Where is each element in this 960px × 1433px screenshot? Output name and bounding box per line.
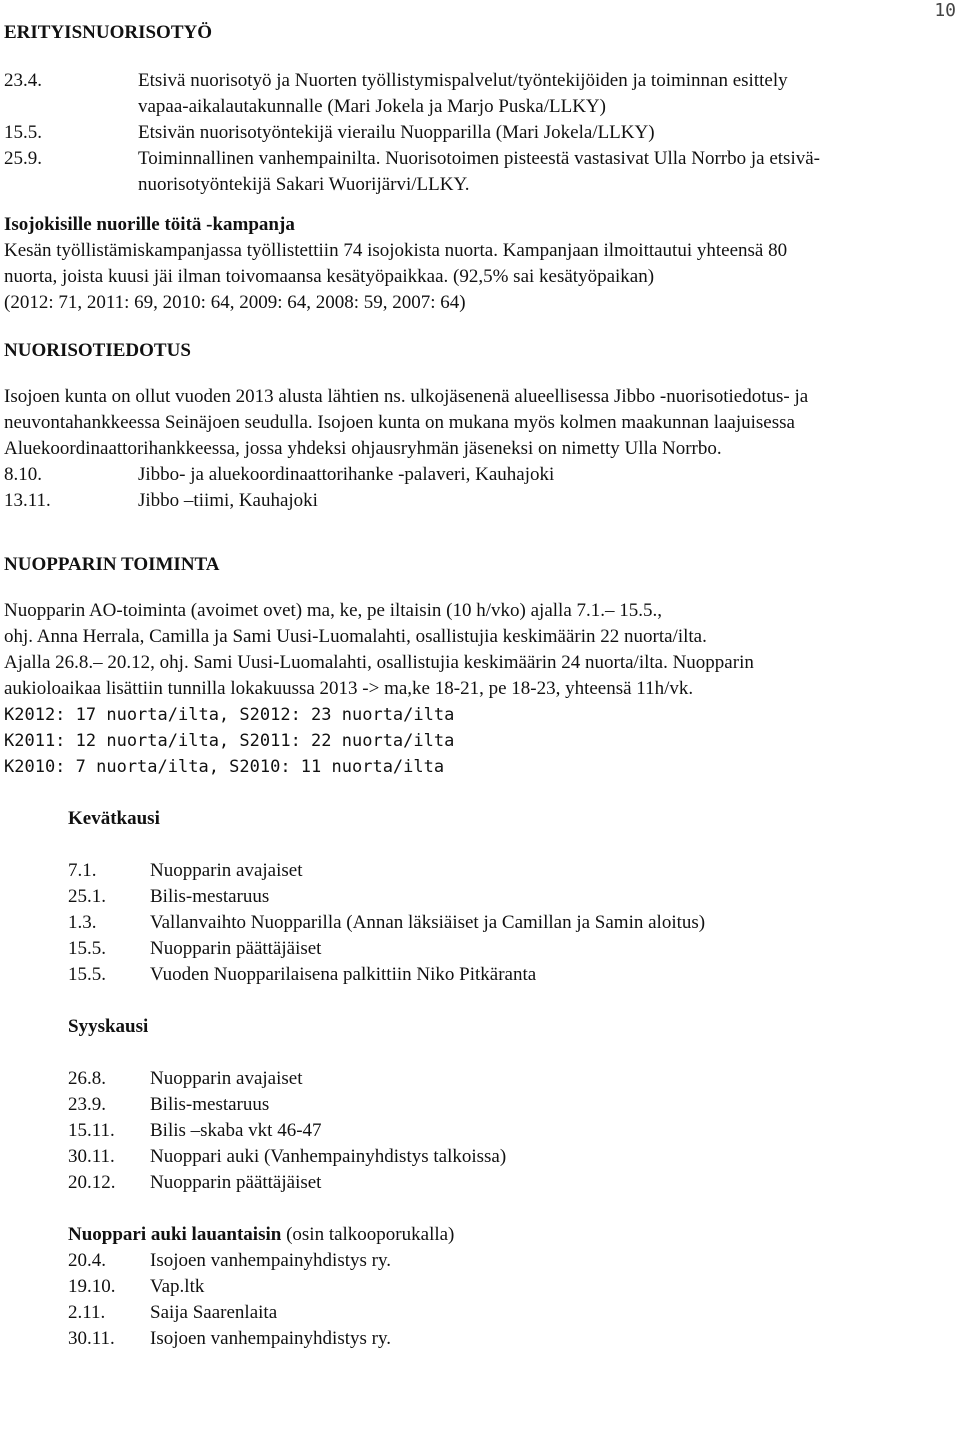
event-text: Nuopparin avajaiset [150, 860, 303, 881]
list-item [68, 1170, 954, 1196]
subsection-heading-lauantaisin [68, 1222, 954, 1248]
list-item [68, 858, 954, 884]
event-date: 23.4. [4, 70, 42, 91]
event-date: 20.12. [68, 1172, 116, 1193]
event-text: Bilis –skaba vkt 46-47 [150, 1120, 322, 1141]
event-date: 15.5. [68, 938, 106, 959]
list-item [68, 1092, 954, 1118]
event-date: 30.11. [68, 1146, 115, 1167]
list-item [68, 1274, 954, 1300]
paragraph-line: neuvontahankkeessa Seinäjoen seudulla. Isojoen kunta on mukana myös kolmen maakunnan laajuisessa [4, 412, 795, 433]
page-number: 10 [934, 0, 956, 21]
event-text: Nuopparin päättäjäiset [150, 938, 322, 959]
event-date: 25.9. [4, 148, 42, 169]
event-text: Jibbo- ja aluekoordinaattorihanke -palaveri, Kauhajoki [138, 464, 555, 485]
event-date: 25.1. [68, 886, 106, 907]
event-date: 20.4. [68, 1250, 106, 1271]
section-heading-nuorisotiedotus: NUORISOTIEDOTUS [4, 340, 191, 361]
stats-line: K2012: 17 nuorta/ilta, S2012: 23 nuorta/ilta [4, 705, 455, 725]
list-item [4, 146, 954, 172]
event-text: Vuoden Nuopparilaisena palkittiin Niko Pitkäranta [150, 964, 537, 985]
subsection-heading-kevatkausi: Kevätkausi [68, 808, 160, 829]
paragraph-line: (2012: 71, 2011: 69, 2010: 64, 2009: 64, 2008: 59, 2007: 64) [4, 292, 466, 313]
event-text: Nuopparin avajaiset [150, 1068, 303, 1089]
list-item [4, 488, 954, 514]
event-date: 15.5. [4, 122, 42, 143]
list-item [68, 1300, 954, 1326]
event-date: 23.9. [68, 1094, 106, 1115]
paragraph-line: aukioloaikaa lisättiin tunnilla lokakuussa 2013 -> ma,ke 18-21, pe 18-23, yhteensä 11h/vk. [4, 678, 694, 699]
event-text: Jibbo –tiimi, Kauhajoki [138, 490, 318, 511]
event-text: Bilis-mestaruus [150, 1094, 270, 1115]
paragraph-line: ohj. Anna Herrala, Camilla ja Sami Uusi-Luomalahti, osallistujia keskimäärin 22 nuorta/ilta. [4, 626, 707, 647]
event-text: Etsivän nuorisotyöntekijä vierailu Nuopparilla (Mari Jokela/LLKY) [138, 122, 655, 143]
event-date: 7.1. [68, 860, 97, 881]
list-item [68, 910, 954, 936]
list-item [68, 962, 954, 988]
paragraph-line: nuorta, joista kuusi jäi ilman toivomaansa kesätyöpaikkaa. (92,5% sai kesätyöpaikan) [4, 266, 655, 287]
event-text: Saija Saarenlaita [150, 1302, 278, 1323]
paragraph-line: Isojoen kunta on ollut vuoden 2013 alusta lähtien ns. ulkojäsenenä alueellisessa Jibbo -nuorisotiedotus- ja [4, 386, 809, 407]
event-date: 2.11. [68, 1302, 106, 1323]
event-text: Isojoen vanhempainyhdistys ry. [150, 1328, 391, 1349]
event-date: 15.11. [68, 1120, 115, 1141]
list-item [68, 1248, 954, 1274]
section-heading-erityisnuorisotyo: ERITYISNUORISOTYÖ [4, 22, 212, 43]
list-item [68, 884, 954, 910]
subsection-heading-syyskausi: Syyskausi [68, 1016, 149, 1037]
heading-note: (osin talkooporukalla) [286, 1224, 455, 1245]
list-item [68, 1326, 954, 1352]
subsection-heading-kampanja: Isojokisille nuorille töitä -kampanja [4, 214, 295, 235]
stats-line: K2010: 7 nuorta/ilta, S2010: 11 nuorta/ilta [4, 757, 445, 777]
event-date: 30.11. [68, 1328, 115, 1349]
event-text: Nuoppari auki (Vanhempainyhdistys talkoissa) [150, 1146, 507, 1167]
list-item [68, 1118, 954, 1144]
event-date: 13.11. [4, 490, 51, 511]
list-item [68, 936, 954, 962]
document-body [4, 20, 954, 1352]
paragraph-line: Nuopparin AO-toiminta (avoimet ovet) ma, ke, pe iltaisin (10 h/vko) ajalla 7.1.– 15.5., [4, 600, 662, 621]
list-item [4, 120, 954, 146]
event-date: 8.10. [4, 464, 42, 485]
paragraph-line: Kesän työllistämiskampanjassa työllistettiin 74 isojokista nuorta. Kampanjaan ilmoittautui yhteensä 80 [4, 240, 788, 261]
event-date: 19.10. [68, 1276, 116, 1297]
event-text: Isojoen vanhempainyhdistys ry. [150, 1250, 391, 1271]
event-text: Etsivä nuorisotyö ja Nuorten työllistymispalvelut/työntekijöiden ja toiminnan esittely [138, 70, 788, 91]
event-text: Nuopparin päättäjäiset [150, 1172, 322, 1193]
event-date: 15.5. [68, 964, 106, 985]
event-date: 1.3. [68, 912, 97, 933]
event-text: Bilis-mestaruus [150, 886, 270, 907]
event-text: Vallanvaihto Nuopparilla (Annan läksiäiset ja Camillan ja Samin aloitus) [150, 912, 706, 933]
paragraph-line: Ajalla 26.8.– 20.12, ohj. Sami Uusi-Luomalahti, osallistujia keskimäärin 24 nuorta/ilta. Nuopparin [4, 652, 754, 673]
section-heading-nuopparin-toiminta: NUOPPARIN TOIMINTA [4, 554, 220, 575]
list-item [4, 68, 954, 94]
list-item [4, 462, 954, 488]
list-item [68, 1144, 954, 1170]
list-item [68, 1066, 954, 1092]
event-text-continued: nuorisotyöntekijä Sakari Wuorijärvi/LLKY. [138, 174, 470, 195]
event-text: Vap.ltk [150, 1276, 205, 1297]
event-text: Toiminnallinen vanhempainilta. Nuorisotoimen pisteestä vastasivat Ulla Norrbo ja etsivä- [138, 148, 820, 169]
paragraph-line: Aluekoordinaattorihankkeessa, jossa yhdeksi ohjausryhmän jäseneksi on nimetty Ulla Norrbo. [4, 438, 722, 459]
heading-text: Nuoppari auki lauantaisin [68, 1224, 282, 1245]
event-text-continued: vapaa-aikalautakunnalle (Mari Jokela ja Marjo Puska/LLKY) [138, 96, 606, 117]
event-date: 26.8. [68, 1068, 106, 1089]
stats-line: K2011: 12 nuorta/ilta, S2011: 22 nuorta/ilta [4, 731, 455, 751]
